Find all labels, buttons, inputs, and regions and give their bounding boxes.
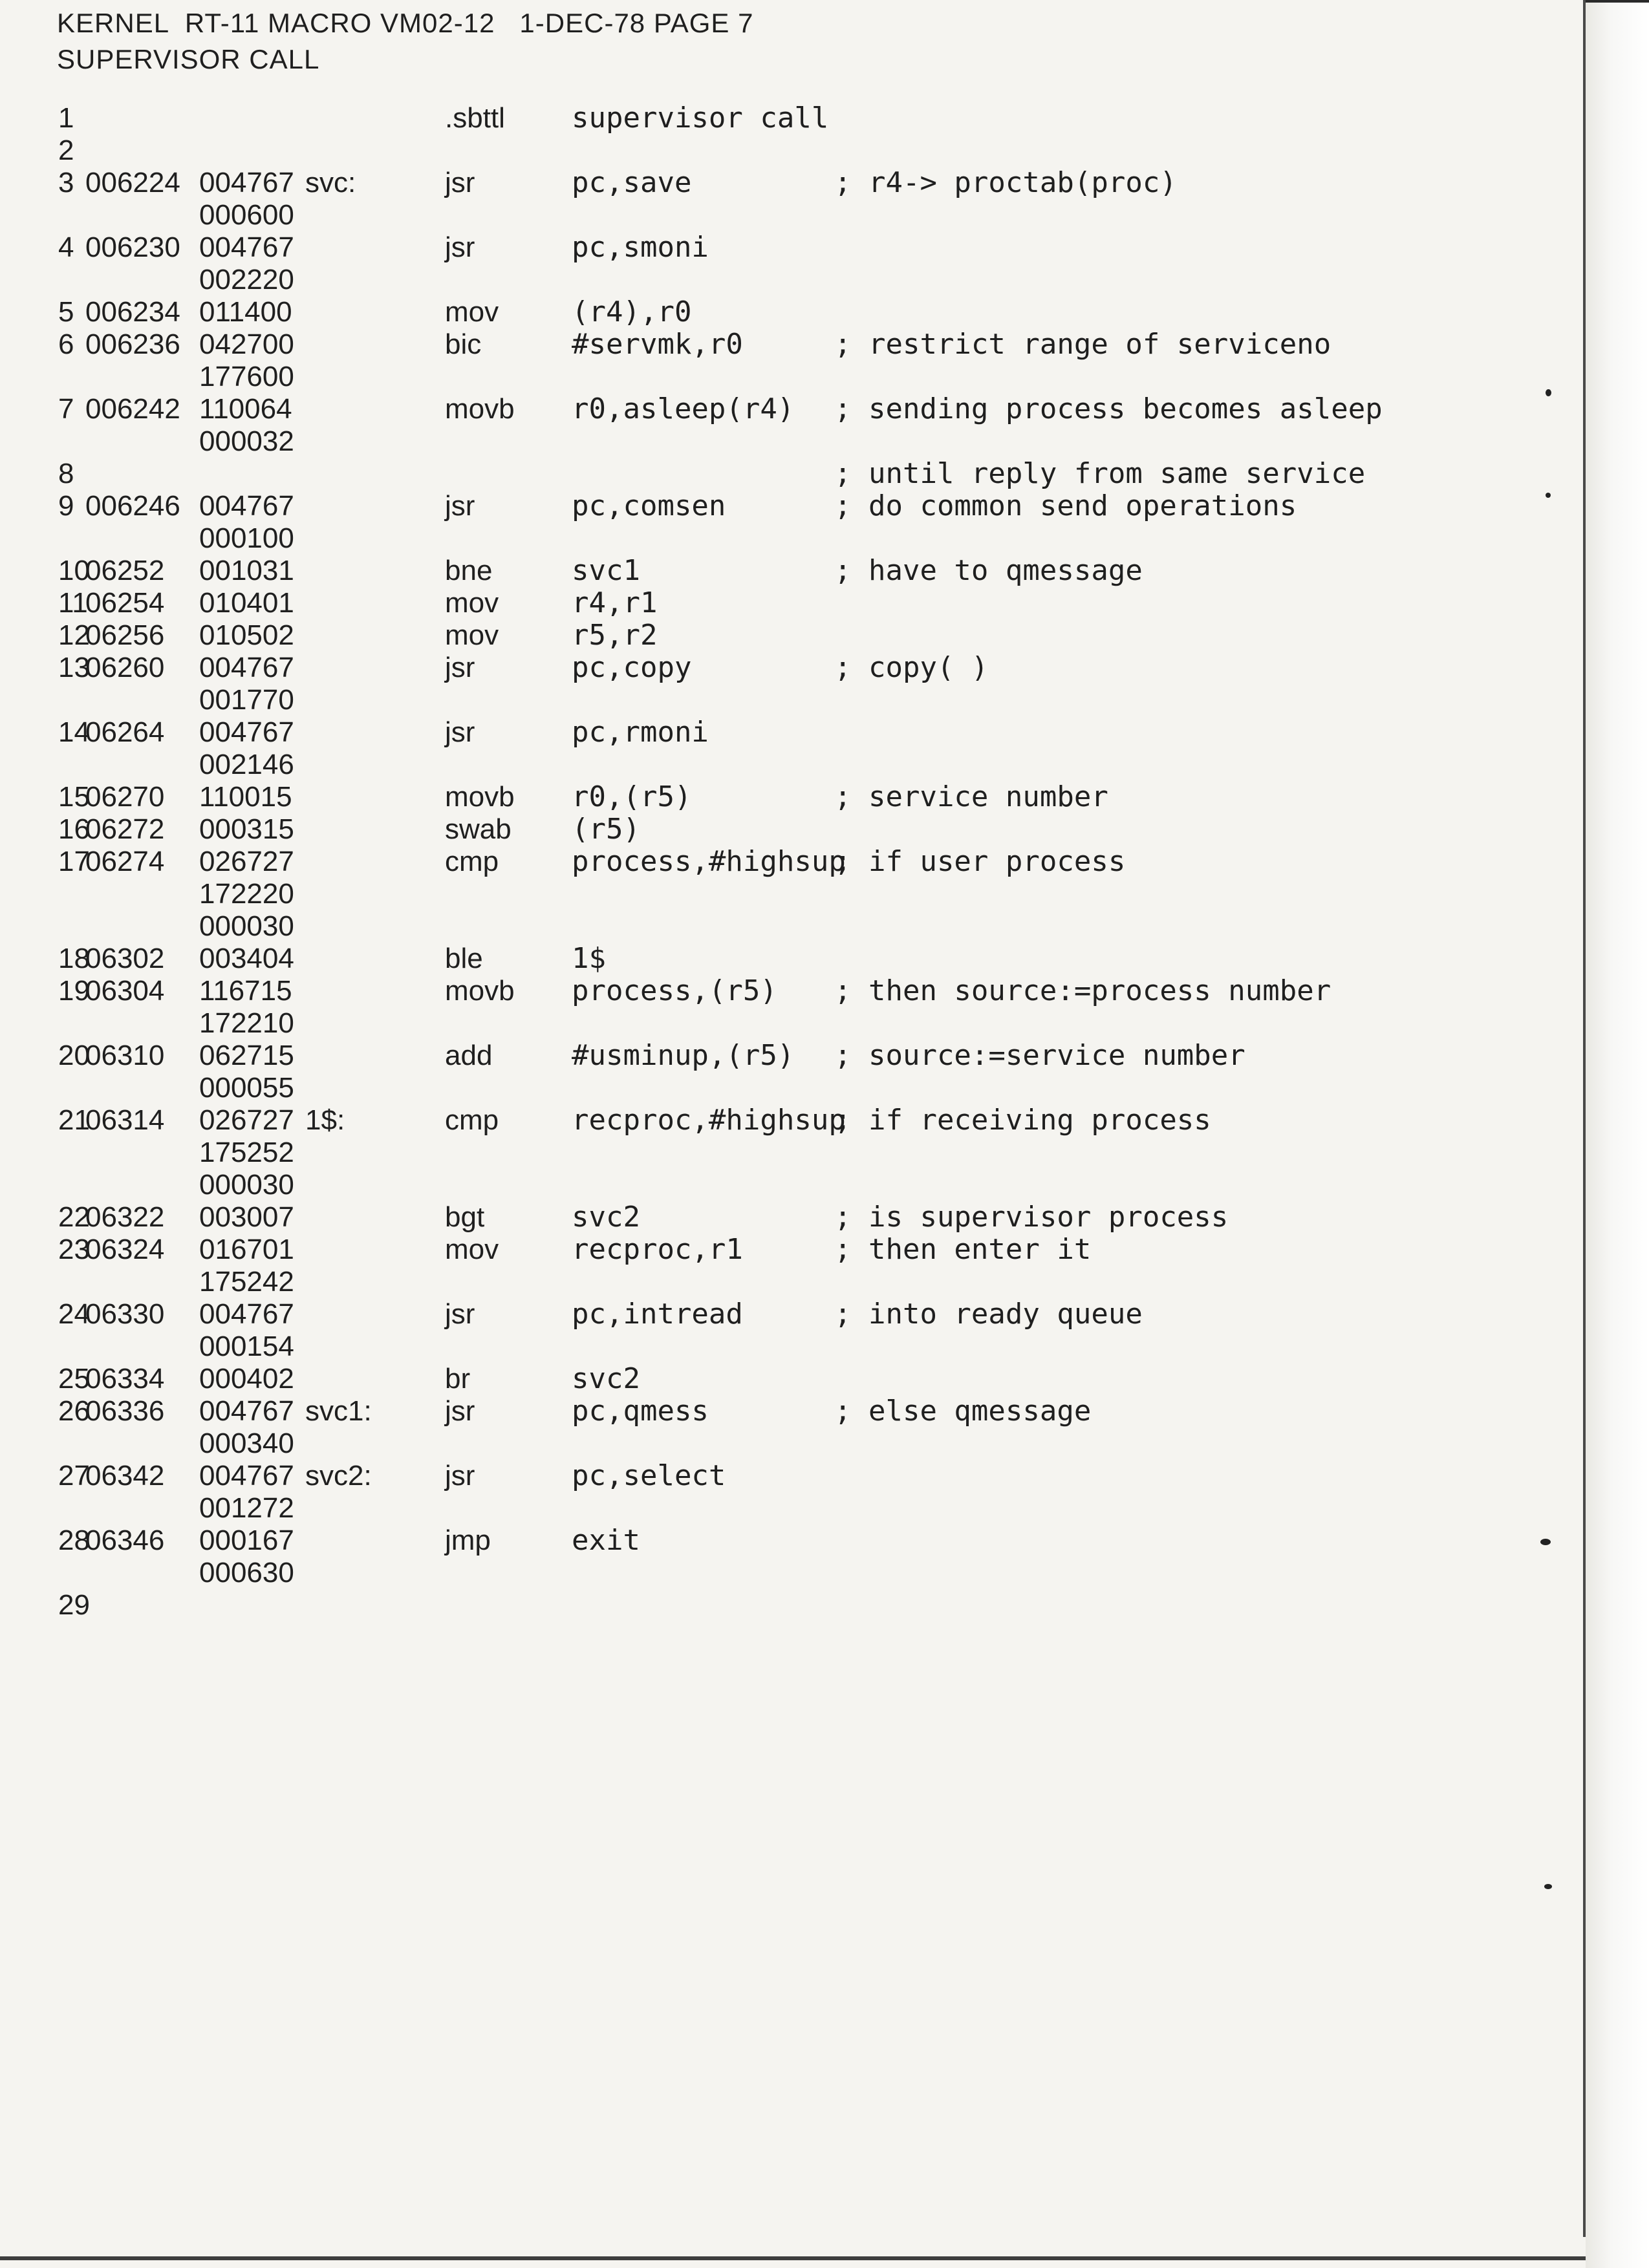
- listing-object-code: 000630: [199, 1557, 294, 1589]
- listing-address: 06302: [85, 943, 165, 974]
- listing-address: 006236: [85, 328, 180, 360]
- listing-line-number: 4: [58, 231, 74, 263]
- listing-address: 06342: [85, 1460, 165, 1492]
- listing-address: 06274: [85, 846, 165, 877]
- listing-object-code: 000030: [199, 1169, 294, 1201]
- listing-object-code: 062715: [199, 1040, 294, 1071]
- listing-object-code: 016701: [199, 1234, 294, 1265]
- section-title: SUPERVISOR CALL: [57, 44, 320, 74]
- listing-line-number: 29: [58, 1589, 90, 1621]
- listing-line-number: 14: [58, 716, 90, 748]
- listing-operand: pc,save: [572, 166, 692, 199]
- listing-comment: ; into ready queue: [834, 1298, 1143, 1331]
- listing-operand: pc,qmess: [572, 1395, 709, 1428]
- listing-row: [0, 328, 1487, 361]
- listing-row: [0, 1137, 1487, 1169]
- listing-label: svc2:: [305, 1460, 372, 1492]
- listing-comment: ; else qmessage: [834, 1395, 1092, 1428]
- listing-comment: ; then source:=process number: [834, 974, 1331, 1007]
- listing-operand: (r5): [572, 813, 640, 846]
- listing-operand: pc,select: [572, 1459, 726, 1492]
- listing-operand: pc,intread: [572, 1298, 743, 1331]
- listing-address: 06260: [85, 652, 165, 683]
- listing-operand: r0,(r5): [572, 780, 692, 813]
- listing-comment: ; then enter it: [834, 1233, 1092, 1266]
- listing-row: [0, 264, 1487, 296]
- listing-row: [0, 231, 1487, 264]
- listing-line-number: 5: [58, 296, 74, 328]
- listing-object-code: 004767: [199, 490, 294, 522]
- listing-line-number: 2: [58, 134, 74, 166]
- listing-opcode: jsr: [445, 1395, 475, 1427]
- listing-object-code: 000340: [199, 1428, 294, 1459]
- listing-opcode: jsr: [445, 167, 475, 198]
- listing-line-number: 21: [58, 1104, 90, 1136]
- listing-row: [0, 522, 1487, 555]
- listing-object-code: 026727: [199, 846, 294, 877]
- listing-row: [0, 361, 1487, 393]
- listing-operand: supervisor call: [572, 102, 829, 134]
- listing-address: 06310: [85, 1040, 165, 1071]
- listing-object-code: 010401: [199, 587, 294, 619]
- listing-row: [0, 587, 1487, 619]
- listing-row: [0, 781, 1487, 813]
- listing-comment: ; until reply from same service: [834, 457, 1366, 490]
- page-border-bottom: [0, 2256, 1586, 2260]
- listing-row: [0, 1298, 1487, 1331]
- listing-opcode: mov: [445, 296, 499, 328]
- listing-row: [0, 134, 1487, 167]
- listing-row: [0, 1492, 1487, 1524]
- page-border-top-right: [1586, 0, 1649, 3]
- listing-object-code: 000032: [199, 425, 294, 457]
- listing-address: 06334: [85, 1363, 165, 1395]
- listing-address: 006246: [85, 490, 180, 522]
- listing-opcode: movb: [445, 781, 515, 813]
- listing-object-code: 110064: [199, 393, 292, 425]
- listing-object-code: 004767: [199, 716, 294, 748]
- listing-operand: recproc,r1: [572, 1233, 743, 1266]
- listing-object-code: 000055: [199, 1072, 294, 1104]
- listing-comment: ; restrict range of serviceno: [834, 328, 1331, 361]
- listing-opcode: bne: [445, 555, 493, 586]
- listing-line-number: 26: [58, 1395, 90, 1427]
- listing-row: [0, 1266, 1487, 1298]
- listing-line-number: 22: [58, 1201, 90, 1233]
- listing-comment: ; do common send operations: [834, 489, 1297, 522]
- listing-object-code: 116715: [199, 975, 292, 1007]
- listing-label: 1$:: [305, 1104, 345, 1136]
- listing-address: 06346: [85, 1524, 165, 1556]
- listing-row: [0, 619, 1487, 652]
- listing-row: [0, 716, 1487, 749]
- listing-object-code: 004767: [199, 1460, 294, 1492]
- listing-opcode: add: [445, 1040, 493, 1071]
- listing-row: [0, 490, 1487, 522]
- listing-line-number: 27: [58, 1460, 90, 1492]
- listing-row: [0, 1460, 1487, 1492]
- listing-row: [0, 846, 1487, 878]
- listing-row: [0, 425, 1487, 458]
- listing-comment: ; if user process: [834, 845, 1126, 878]
- listing-line-number: 15: [58, 781, 90, 813]
- listing-operand: #usminup,(r5): [572, 1039, 795, 1072]
- listing-object-code: 001272: [199, 1492, 294, 1524]
- listing-opcode: mov: [445, 587, 499, 619]
- listing-label: svc:: [305, 167, 356, 198]
- listing-line-number: 16: [58, 813, 90, 845]
- listing-comment: ; service number: [834, 780, 1108, 813]
- listing-line-number: 25: [58, 1363, 90, 1395]
- listing-line-number: 20: [58, 1040, 90, 1071]
- listing-line-number: 1: [58, 102, 74, 134]
- listing-object-code: 004767: [199, 231, 294, 263]
- listing-operand: #servmk,r0: [572, 328, 743, 361]
- listing-object-code: 011400: [199, 296, 292, 328]
- listing-line-number: 17: [58, 846, 90, 877]
- listing-operand: svc2: [572, 1201, 640, 1234]
- listing-object-code: 004767: [199, 167, 294, 198]
- listing-comment: ; sending process becomes asleep: [834, 392, 1383, 425]
- listing-row: [0, 1234, 1487, 1266]
- listing-object-code: 003404: [199, 943, 294, 974]
- listing-row: [0, 555, 1487, 587]
- listing-opcode: jsr: [445, 490, 475, 522]
- listing-opcode: mov: [445, 619, 499, 651]
- listing-object-code: 002220: [199, 264, 294, 295]
- listing-row: [0, 102, 1487, 134]
- listing-row: [0, 1395, 1487, 1428]
- listing-opcode: jsr: [445, 652, 475, 683]
- listing-line-number: 3: [58, 167, 74, 198]
- listing-object-code: 172220: [199, 878, 294, 910]
- paper-edge: [1586, 0, 1649, 2268]
- listing-opcode: cmp: [445, 846, 499, 877]
- listing-row: [0, 910, 1487, 943]
- listing-object-code: 000402: [199, 1363, 294, 1395]
- listing-object-code: 175242: [199, 1266, 294, 1298]
- listing-row: [0, 393, 1487, 425]
- listing-row: [0, 1331, 1487, 1363]
- listing-object-code: 010502: [199, 619, 294, 651]
- listing-object-code: 177600: [199, 361, 294, 392]
- listing-address: 006224: [85, 167, 180, 198]
- listing-operand: process,(r5): [572, 974, 777, 1007]
- listing-object-code: 001031: [199, 555, 294, 586]
- listing-row: [0, 199, 1487, 231]
- listing-comment: ; copy( ): [834, 651, 989, 684]
- listing-line-number: 9: [58, 490, 74, 522]
- listing-row: [0, 1363, 1487, 1395]
- listing-operand: recproc,#highsup: [572, 1104, 846, 1137]
- listing-object-code: 004767: [199, 1298, 294, 1330]
- listing-line-number: 12: [58, 619, 90, 651]
- listing-row: [0, 1072, 1487, 1104]
- listing-operand: exit: [572, 1524, 640, 1557]
- listing-row: [0, 1040, 1487, 1072]
- listing-object-code: 004767: [199, 652, 294, 683]
- listing-row: [0, 1428, 1487, 1460]
- listing-object-code: 000600: [199, 199, 294, 231]
- listing-object-code: 003007: [199, 1201, 294, 1233]
- listing-opcode: mov: [445, 1234, 499, 1265]
- listing-address: 06330: [85, 1298, 165, 1330]
- listing-row: [0, 1589, 1487, 1621]
- listing-address: 006234: [85, 296, 180, 328]
- listing-comment: ; have to qmessage: [834, 554, 1143, 587]
- listing-object-code: 175252: [199, 1137, 294, 1168]
- listing-address: 06304: [85, 975, 165, 1007]
- listing-opcode: jmp: [445, 1524, 491, 1556]
- listing-address: 06264: [85, 716, 165, 748]
- listing-line-number: 23: [58, 1234, 90, 1265]
- listing-object-code: 110015: [199, 781, 292, 813]
- listing-line-number: 6: [58, 328, 74, 360]
- listing-operand: pc,copy: [572, 651, 692, 684]
- listing-row: [0, 652, 1487, 684]
- listing-row: [0, 1169, 1487, 1201]
- listing-address: 06336: [85, 1395, 165, 1427]
- listing-line-number: 10: [58, 555, 90, 586]
- listing-line-number: 24: [58, 1298, 90, 1330]
- listing-operand: svc2: [572, 1362, 640, 1395]
- listing-object-code: 026727: [199, 1104, 294, 1136]
- listing-address: 06314: [85, 1104, 165, 1136]
- listing-row: [0, 1524, 1487, 1557]
- listing-address: 06322: [85, 1201, 165, 1233]
- scan-speck: [1540, 1539, 1551, 1545]
- listing-opcode: movb: [445, 393, 515, 425]
- listing-operand: svc1: [572, 554, 640, 587]
- listing-object-code: 172210: [199, 1007, 294, 1039]
- listing-row: [0, 458, 1487, 490]
- listing-line-number: 18: [58, 943, 90, 974]
- page-border-right: [1583, 0, 1586, 2237]
- listing-line-number: 13: [58, 652, 90, 683]
- listing-operand: pc,rmoni: [572, 716, 709, 749]
- listing-row: [0, 296, 1487, 328]
- listing-opcode: swab: [445, 813, 512, 845]
- listing-object-code: 000100: [199, 522, 294, 554]
- listing-address: 06272: [85, 813, 165, 845]
- listing-opcode: jsr: [445, 231, 475, 263]
- listing-object-code: 000154: [199, 1331, 294, 1362]
- scan-speck: [1544, 1884, 1552, 1889]
- listing-address: 06252: [85, 555, 165, 586]
- listing-object-code: 000167: [199, 1524, 294, 1556]
- listing-opcode: movb: [445, 975, 515, 1007]
- scan-speck: [1546, 493, 1551, 498]
- listing-comment: ; if receiving process: [834, 1104, 1211, 1137]
- listing-line-number: 28: [58, 1524, 90, 1556]
- page-title: KERNEL RT-11 MACRO VM02-12 1-DEC-78 PAGE 7: [57, 8, 754, 38]
- listing-line-number: 19: [58, 975, 90, 1007]
- listing-opcode: bic: [445, 328, 482, 360]
- listing-object-code: 002146: [199, 749, 294, 780]
- listing-opcode: ble: [445, 943, 483, 974]
- listing-row: [0, 878, 1487, 910]
- listing-opcode: bgt: [445, 1201, 485, 1233]
- listing-object-code: 000030: [199, 910, 294, 942]
- listing-operand: r0,asleep(r4): [572, 392, 795, 425]
- listing-object-code: 000315: [199, 813, 294, 845]
- listing-line-number: 8: [58, 458, 74, 489]
- listing-header: [57, 5, 753, 78]
- listing-opcode: jsr: [445, 716, 475, 748]
- listing-row: [0, 749, 1487, 781]
- listing-opcode: jsr: [445, 1298, 475, 1330]
- listing-operand: r5,r2: [572, 619, 658, 652]
- listing-opcode: jsr: [445, 1460, 475, 1492]
- listing-opcode: br: [445, 1363, 471, 1395]
- scan-speck: [1546, 389, 1551, 396]
- listing-operand: 1$: [572, 942, 606, 975]
- listing-operand: process,#highsup: [572, 845, 846, 878]
- listing-object-code: 004767: [199, 1395, 294, 1427]
- listing-row: [0, 684, 1487, 716]
- listing-comment: ; is supervisor process: [834, 1201, 1229, 1234]
- listing-address: 06256: [85, 619, 165, 651]
- listing-operand: pc,comsen: [572, 489, 726, 522]
- listing-row: [0, 1007, 1487, 1040]
- listing-row: [0, 1557, 1487, 1589]
- listing-object-code: 001770: [199, 684, 294, 716]
- listing-operand: (r4),r0: [572, 295, 692, 328]
- listing-comment: ; r4-> proctab(proc): [834, 166, 1177, 199]
- listing-line-number: 7: [58, 393, 74, 425]
- listing-row: [0, 1201, 1487, 1234]
- listing-address: 006242: [85, 393, 180, 425]
- listing-operand: pc,smoni: [572, 231, 709, 264]
- listing-opcode: cmp: [445, 1104, 499, 1136]
- listing-address: 06254: [85, 587, 165, 619]
- listing-row: [0, 975, 1487, 1007]
- listing-object-code: 042700: [199, 328, 294, 360]
- listing-row: [0, 943, 1487, 975]
- listing-address: 06270: [85, 781, 165, 813]
- listing-line-number: 11: [58, 587, 88, 619]
- listing-row: [0, 1104, 1487, 1137]
- listing-address: 06324: [85, 1234, 165, 1265]
- listing-comment: ; source:=service number: [834, 1039, 1245, 1072]
- listing-row: [0, 813, 1487, 846]
- listing-row: [0, 167, 1487, 199]
- listing-label: svc1:: [305, 1395, 372, 1427]
- listing-operand: r4,r1: [572, 586, 658, 619]
- listing-address: 006230: [85, 231, 180, 263]
- listing-opcode: .sbttl: [445, 102, 505, 134]
